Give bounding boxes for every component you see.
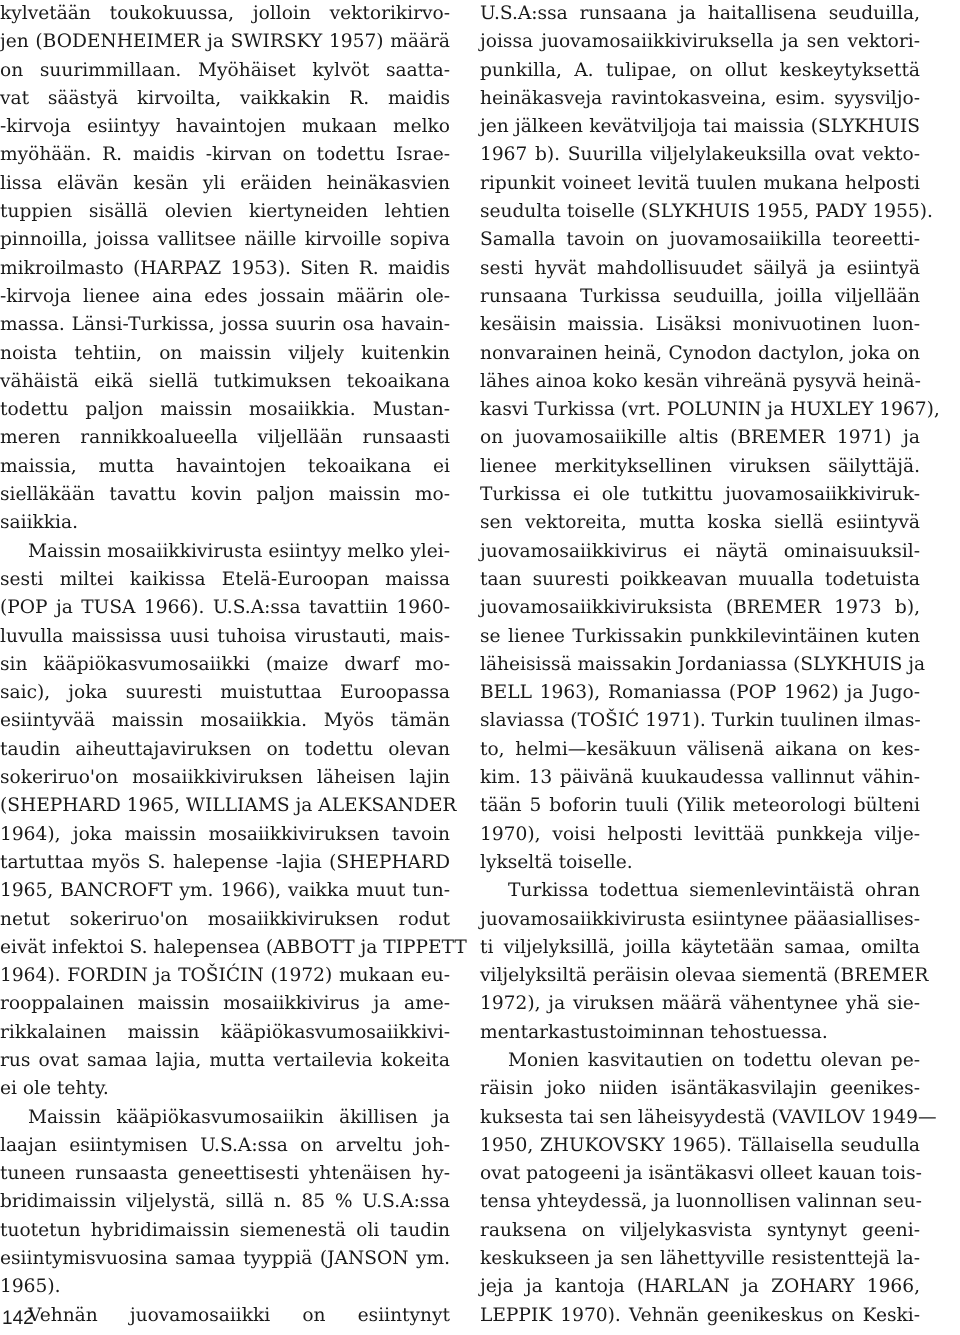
text-line: eivät infektoi S. halepensea (ABBOTT ja TIPPETT [0, 936, 467, 958]
text-line: ripunkit voineet levitä tuulen mukana helposti [480, 172, 920, 194]
text-line: noista tehtiin, on maissin viljely kuitenkin [0, 342, 450, 364]
text-line: sen vektoreita, mutta koska siellä esiintyvä [480, 512, 920, 534]
text-line: tensa yhteydessä, ja luonnollisen valinnan seu- [480, 1191, 922, 1213]
text-line: joissa juovamosaiikkiviruksella ja sen vektori- [480, 31, 920, 53]
text-line: 1972), ja viruksen määrä vähentynee yhä sie- [480, 993, 920, 1015]
text-line: tuneen runsaasta geneettisesti yhtenäisen hy- [0, 1163, 450, 1185]
text-line: U.S.A:ssa runsaana ja haitallisena seuduilla, [480, 3, 920, 24]
text-line: to, helmi—kesäkuun välisenä aikana on kes- [480, 738, 920, 760]
text-line: punkilla, A. tulipae, on ollut keskeytyksettä [480, 59, 920, 81]
text-line: Maissin kääpiökasvumosaiikin äkillisen ja [28, 1106, 450, 1128]
text-line: seudulta toiselle (SLYKHUIS 1955, PADY 1955). [480, 201, 933, 223]
text-line: kuksesta tai sen läheisyydestä (VAVILOV 1949— [480, 1106, 937, 1128]
text-line: lykseltä toiselle. [480, 851, 633, 873]
text-line: ti viljelyksillä, joilla käytetään samaa, omilta [480, 936, 920, 958]
text-line: räisin joko niiden isäntäkasvilajin geenikes- [480, 1078, 920, 1100]
text-line: Maissin mosaiikkivirusta esiintyy melko ylei- [28, 540, 450, 562]
text-line: myöhään. R. maidis -kirvan on todettu Israe- [0, 144, 450, 166]
text-line: kim. 13 päivänä kuukaudessa vallinnut vähin- [480, 767, 920, 789]
text-line: jen (BODENHEIMER ja SWIRSKY 1957) määrä [0, 31, 450, 53]
text-line: vähäistä eikä siellä tutkimuksen tekoaikana [0, 370, 450, 392]
text-line: ovat patogeeni ja isäntäkasvi olleet kauan tois- [480, 1163, 922, 1185]
text-line: esiintyvää maissin mosaiikkia. Myös tämän [0, 710, 450, 732]
text-line: rus ovat samaa lajia, mutta vertailevia kokeita [0, 1049, 450, 1071]
text-line: Samalla tavoin on juovamosaiikilla teoreetti- [480, 229, 920, 251]
text-line: netut sokeriruo'on mosaiikkiviruksen rodut [0, 908, 450, 930]
page-number: 142 [2, 1308, 34, 1329]
text-line: 1965). [0, 1276, 61, 1298]
text-line: tuppien sisällä olevien kiertyneiden lehtien [0, 201, 450, 223]
text-line: kylvetään toukokuussa, jolloin vektorikirvo- [0, 3, 450, 24]
text-line: saiikkia. [0, 512, 78, 534]
text-line: LEPPIK 1970). Vehnän geenikeskus on Keski- [480, 1304, 920, 1326]
text-line: rauksena on viljelykasvista syntynyt geeni- [480, 1219, 920, 1241]
text-line: 1964). FORDIN ja TOŠIĆIN (1972) mukaan eu- [0, 965, 450, 987]
text-line: tuotetun hybridimaissin siemenestä oli taudin [0, 1219, 450, 1241]
text-line: -kirvoja esiintyy havaintojen mukaan melko [0, 116, 450, 138]
text-line: Monien kasvitautien on todettu olevan pe- [508, 1049, 920, 1071]
text-line: tään 5 boforin tuuli (Yilik meteorologi bülteni [480, 795, 920, 817]
text-line: rooppalainen maissin mosaiikkivirus ja ame- [0, 993, 450, 1015]
text-line: kasvi Turkissa (vrt. POLUNIN ja HUXLEY 1967), [480, 399, 940, 421]
text-line: meren rannikkoalueella viljellään runsaasti [0, 427, 450, 449]
text-line: tartuttaa myös S. halepense -lajia (SHEPHARD [0, 851, 450, 873]
text-line: (SHEPHARD 1965, WILLIAMS ja ALEKSANDER [0, 795, 457, 817]
text-line: sin kääpiökasvumosaiikki (maize dwarf mo- [0, 653, 450, 675]
text-line: jen jälkeen kevätviljoja tai maissia (SLYKHUIS [480, 116, 920, 138]
text-line: 1964), joka maissin mosaiikkiviruksen tavoin [0, 823, 450, 845]
text-line: maissia, mutta havaintojen tekoaikana ei [0, 455, 450, 477]
text-line: lähes ainoa koko kesän vihreänä pysyvä heinä- [480, 370, 921, 392]
text-line: sokeriruo'on mosaiikkiviruksen läheisen lajin [0, 767, 450, 789]
text-line: lienee merkityksellinen viruksen säilyttäjä. [480, 455, 920, 477]
right-column [480, 0, 940, 1330]
text-line: viljelyksiltä peräisin olevaa siementä (BREMER [480, 965, 929, 987]
text-line: jeja ja kantoja (HARLAN ja ZOHARY 1966, [480, 1276, 920, 1298]
text-line: massa. Länsi-Turkissa, jossa suurin osa havain- [0, 314, 450, 336]
text-line: luvulla maississa uusi tuhoisa virustauti, mais- [0, 625, 450, 647]
text-line: juovamosaiikkivirusta esiintynee pääasiallises- [480, 908, 920, 930]
text-line: ei ole tehty. [0, 1078, 109, 1100]
text-line: läheisissä maissakin Jordaniassa (SLYKHUIS ja [480, 653, 926, 675]
text-line: 1950, ZHUKOVSKY 1965). Tällaisella seudulla [480, 1134, 920, 1156]
text-line: heinäkasveja ravintokasveina, esim. syysviljo- [480, 87, 920, 109]
text-line: slaviassa (TOŠIĆ 1971). Turkin tuulinen ilmas- [480, 710, 921, 732]
text-line: saic), joka suuresti muistuttaa Euroopassa [0, 682, 450, 704]
text-line: on juovamosaiikille altis (BREMER 1971) ja [480, 427, 920, 449]
text-line: 1967 b). Suurilla viljelylakeuksilla ovat vekto- [480, 144, 920, 166]
text-line: Vehnän juovamosaiikki on esiintynyt [28, 1304, 450, 1326]
text-line: todettu paljon maissin mosaiikkia. Mustan- [0, 399, 450, 421]
text-line: 1970), voisi helposti levittää punkkeja vilje- [480, 823, 920, 845]
text-line: rikkalainen maissin kääpiökasvumosaiikkivi- [0, 1021, 450, 1043]
text-line: sielläkään tavattu kovin paljon maissin mo- [0, 484, 450, 506]
text-line: esiintymisvuosina samaa tyyppiä (JANSON ym. [0, 1248, 450, 1270]
text-line: on suurimmillaan. Myöhäiset kylvöt saatta- [0, 59, 450, 81]
text-line: keskukseen ja sen lähettyville resistenttejä la- [480, 1248, 920, 1270]
left-column [0, 0, 467, 1330]
text-line: taan suuresti poikkeavan muualla todetuista [480, 568, 920, 590]
text-line: Turkissa todettua siemenlevintäistä ohran [508, 880, 920, 902]
text-line: taudin aiheuttajaviruksen on todettu olevan [0, 738, 450, 760]
text-line: laajan esiintymisen U.S.A:ssa on arveltu joh- [0, 1134, 450, 1156]
text-line: juovamosaiikkiviruksista (BREMER 1973 b), [480, 597, 920, 619]
text-line: Turkissa ei ole tutkittu juovamosaiikkiviruk- [480, 484, 920, 506]
text-line: BELL 1963), Romaniassa (POP 1962) ja Jugo- [480, 682, 920, 704]
text-line: se lienee Turkissakin punkkilevintäinen kuten [480, 625, 920, 647]
text-line: bridimaissin viljelystä, sillä n. 85 % U.S.A:ssa [0, 1191, 450, 1213]
text-line: vat säästyä kirvoilta, vaikkakin R. maidis [0, 87, 450, 109]
text-line: mentarkastustoiminnan tehostuessa. [480, 1021, 828, 1043]
text-line: -kirvoja lienee aina edes jossain määrin ole- [0, 285, 450, 307]
text-line: sesti hyvät mahdollisuudet säilyä ja esiintyä [480, 257, 920, 279]
text-line: mikroilmasto (HARPAZ 1953). Siten R. maidis [0, 257, 450, 279]
text-line: nonvarainen heinä, Cynodon dactylon, joka on [480, 342, 920, 364]
text-line: (POP ja TUSA 1966). U.S.A:ssa tavattiin 1960- [0, 597, 450, 619]
text-line: kesäisin maissia. Lisäksi monivuotinen luon- [480, 314, 920, 336]
text-line: pinnoilla, joissa vallitsee näille kirvoille sopiva [0, 229, 450, 251]
text-line: sesti miltei kaikissa Etelä-Euroopan maissa [0, 568, 450, 590]
text-line: runsaana Turkissa seuduilla, joilla viljellään [480, 285, 920, 307]
text-line: lissa elävän kesän yli eräiden heinäkasvien [0, 172, 450, 194]
text-line: juovamosaiikkivirus ei näytä ominaisuuksil- [480, 540, 920, 562]
text-line: 1965, BANCROFT ym. 1966), vaikka muut tun- [0, 880, 450, 902]
